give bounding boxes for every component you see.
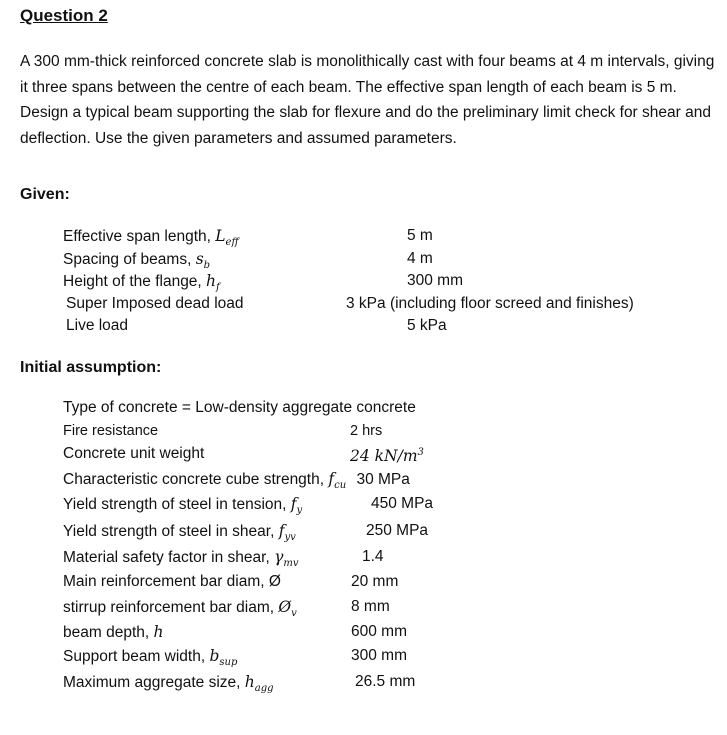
yield-tension-label: Yield strength of steel in tension, $f_y$: [63, 495, 303, 517]
yield-shear-value: 250 MPa: [366, 522, 429, 539]
stirrup-bar-label: stirrup reinforcement bar diam, $Ø_v$: [63, 598, 297, 620]
given-row-span-label: Effective span length, $L_{eff}$: [63, 227, 239, 249]
yield-tension-value: 450 MPa: [371, 495, 434, 512]
main-bar-value: 20 mm: [351, 573, 399, 590]
given-row-sidl-label: Super Imposed dead load: [66, 295, 244, 312]
given-heading: Given:: [20, 186, 70, 203]
unit-weight-label: Concrete unit weight: [63, 445, 205, 462]
fire-resistance-label: Fire resistance: [63, 423, 159, 439]
given-row-live-value: 5 kPa: [407, 317, 447, 334]
question-paragraph: A 300 mm-thick reinforced concrete slab is monolithically cast with four beams at 4 m intervals, giving it three spans between the centre of each beam. The effective span length of each beam is 5 m. Design a typical beam supporting the slab for flexure and do the preliminary limit check for shear and deflection. Use the given parameters and assumed parameters.: [20, 53, 715, 147]
stirrup-bar-value: 8 mm: [351, 598, 390, 615]
given-row-live-label: Live load: [66, 317, 129, 334]
beam-depth-value: 600 mm: [351, 623, 407, 640]
main-bar-label: Main reinforcement bar diam, Ø: [63, 573, 281, 590]
concrete-type: Type of concrete = Low-density aggregate concrete: [63, 399, 416, 416]
given-row-span-value: 5 m: [407, 227, 433, 244]
given-row-sidl-value: 3 kPa (including floor screed and finishes): [346, 295, 634, 312]
safety-factor-value: 1.4: [362, 548, 384, 565]
assumption-heading: Initial assumption:: [20, 359, 162, 376]
given-row-spacing-label: Spacing of beams, $s_b$: [63, 250, 211, 272]
yield-shear-label: Yield strength of steel in shear, $f_{yv}$: [63, 522, 296, 544]
question-heading: Question 2: [20, 6, 108, 25]
cube-strength-row: Characteristic concrete cube strength, $f_{cu}$ 30 MPa: [63, 470, 410, 492]
given-row-flange-value: 300 mm: [407, 272, 463, 289]
agg-size-value: 26.5 mm: [355, 673, 416, 690]
given-row-spacing-value: 4 m: [407, 250, 433, 267]
agg-size-label: Maximum aggregate size, $h_{agg}$: [63, 673, 274, 695]
unit-weight-value: 24 $kN/m^3$: [350, 447, 424, 466]
support-width-value: 300 mm: [351, 647, 407, 664]
given-row-flange-label: Height of the flange, $h_f$: [63, 272, 220, 294]
support-width-label: Support beam width, $b_{sup}$: [63, 647, 238, 669]
fire-resistance-value: 2 hrs: [350, 423, 383, 439]
safety-factor-label: Material safety factor in shear, $\gamma_{mv}$: [63, 548, 299, 570]
beam-depth-label: beam depth, h: [63, 623, 164, 641]
